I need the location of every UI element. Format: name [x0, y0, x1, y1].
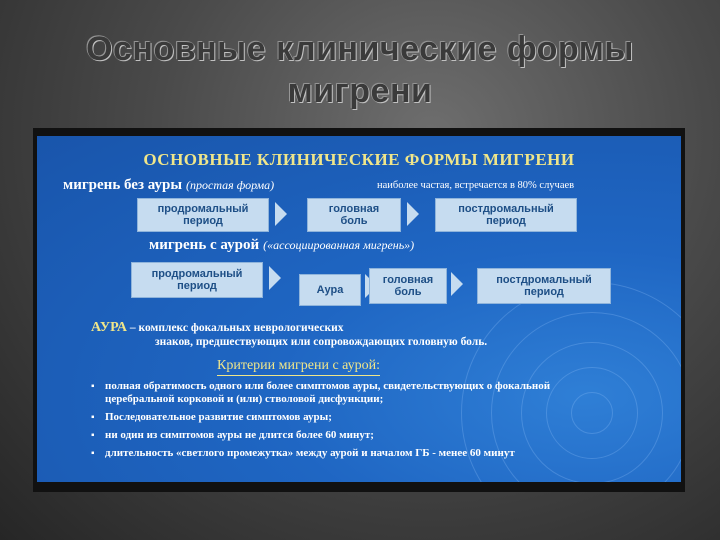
aura-definition: [91, 320, 611, 348]
row1-box-prodromal: продромальный период: [137, 198, 269, 232]
slide-title-line2: мигрени: [287, 72, 433, 110]
arrow-right-icon: [269, 266, 281, 290]
aura-term: АУРА: [91, 320, 128, 335]
image-frame: [33, 128, 685, 492]
aura-definition-line2: знаков, предшествующих или сопровождающих головную боль.: [155, 336, 488, 348]
row2-title: мигрень с аурой: [149, 237, 260, 253]
row2-box-aura: Аура: [299, 274, 361, 306]
arrow-right-icon: [451, 272, 463, 296]
row1-box-postdromal: постдромальный период: [435, 198, 577, 232]
content-panel: [37, 136, 681, 482]
row1-label: [63, 176, 274, 194]
slide-title-line1: Основные клинические формы: [86, 30, 634, 68]
criteria-title: Критерии мигрени с аурой:: [217, 358, 380, 376]
row1-box-headache: головная боль: [307, 198, 401, 232]
list-item: ▪ длительность «светлого промежутка» между аурой и началом ГБ - менее 60 минут: [91, 447, 561, 460]
criteria-list: [91, 380, 561, 465]
row1-title: мигрень без ауры: [63, 177, 183, 193]
row2-box-postdromal: постдромальный период: [477, 268, 611, 304]
arrow-right-icon: [275, 202, 287, 226]
list-item: ▪ ни один из симптомов ауры не длится более 60 минут;: [91, 429, 561, 442]
row2-box-prodromal: продромальный период: [131, 262, 263, 298]
list-item: ▪ полная обратимость одного или более симптомов ауры, свидетельствующих о фокальной церебральной корковой и (или) стволовой дисфункции;: [91, 380, 561, 406]
panel-heading: ОСНОВНЫЕ КЛИНИЧЕСКИЕ ФОРМЫ МИГРЕНИ: [143, 150, 575, 169]
row1-note: (простая форма): [186, 178, 275, 192]
row2-note: («ассоциированная мигрень»): [263, 238, 415, 252]
row1-side-note: наиболее частая, встречается в 80% случаев: [377, 180, 575, 191]
list-item: ▪ Последовательное развитие симптомов ауры;: [91, 411, 561, 424]
arrow-right-icon: [407, 202, 419, 226]
aura-definition-line1: – комплекс фокальных неврологических: [129, 322, 344, 334]
slide-title: [0, 28, 720, 112]
row2-label: [149, 236, 414, 254]
row2-box-headache: головная боль: [369, 268, 447, 304]
